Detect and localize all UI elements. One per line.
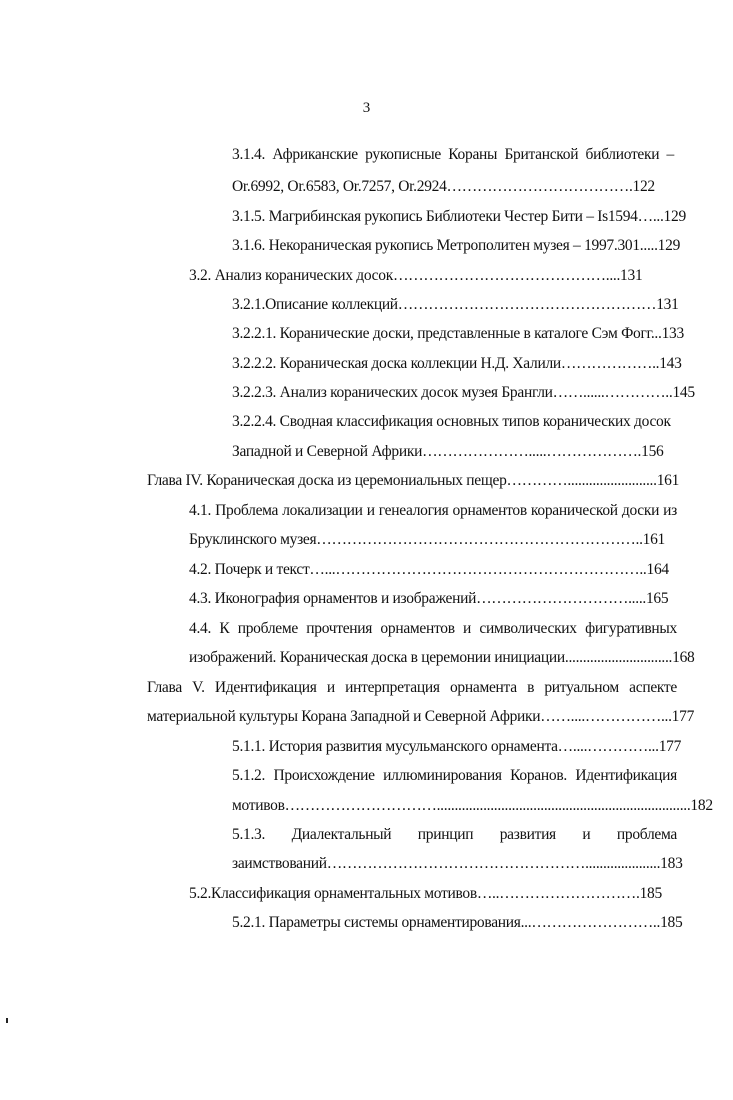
- toc-line: 4.4. К проблеме прочтения орнаментов и символических фигуративных: [189, 620, 677, 637]
- scan-mark: [6, 1018, 8, 1023]
- page-number: 3: [362, 100, 371, 116]
- toc-line: 4.2. Почерк и текст…...……………………………………………………..164: [189, 561, 669, 578]
- toc-line: изображений. Кораническая доска в церемонии инициации..............................168: [189, 649, 695, 666]
- toc-line: 3.2.1.Описание коллекций……………………………………………131: [232, 296, 679, 313]
- toc-line: Западной и Северной Африки………………….....……………….156: [232, 443, 664, 460]
- toc-line: 3.2.2.1. Коранические доски, представленные в каталоге Сэм Фогг...133: [232, 325, 684, 342]
- toc-line: 3.1.4. Африканские рукописные Кораны Британской библиотеки –: [232, 146, 674, 163]
- toc-line: 3.2.2.3. Анализ коранических досок музея Брангли……......…………..145: [232, 384, 695, 401]
- toc-line: 5.2.Классификация орнаментальных мотивов…..……………………….185: [189, 885, 662, 902]
- toc-line: 3.1.6. Некораническая рукопись Метрополитен музея – 1997.301.....129: [232, 237, 681, 254]
- toc-line: заимствований…………………………………………….....................183: [232, 855, 683, 872]
- toc-line: Глава V. Идентификация и интерпретация орнамента в ритуальном аспекте: [147, 679, 677, 696]
- toc-line: 4.3. Иконография орнаментов и изображений………………………….....165: [189, 590, 669, 607]
- toc-line: 5.1.3. Диалектальный принцип развития и проблема: [232, 826, 677, 843]
- toc-line: Глава IV. Кораническая доска из церемониальных пещер………….........................161: [147, 472, 680, 489]
- toc-line: материальной культуры Корана Западной и Северной Африки……....……………...177: [147, 708, 695, 725]
- toc-line: 3.2.2.2. Кораническая доска коллекции Н.Д. Халили………………..143: [232, 355, 682, 372]
- toc-line: 4.1. Проблема локализации и генеалогия орнаментов коранической доски из: [189, 502, 677, 519]
- toc-line: мотивов………………………….......................................................................182: [232, 797, 713, 814]
- toc-line: 3.2.2.4. Сводная классификация основных типов коранических досок: [232, 413, 671, 430]
- toc-line: 3.2. Анализ коранических досок……………………………………....131: [189, 267, 643, 284]
- toc-line: 5.1.1. История развития мусульманского орнамента…....…………...177: [232, 738, 682, 755]
- toc-line: 3.1.5. Магрибинская рукопись Библиотеки Честер Бити – Is1594…...129: [232, 208, 686, 225]
- toc-line: 5.1.2. Происхождение иллюминирования Коранов. Идентификация: [232, 767, 677, 784]
- toc-line: 5.2.1. Параметры системы орнаментирования...……………………..185: [232, 914, 683, 931]
- toc-line: Or.6992, Or.6583, Or.7257, Or.2924……………………………….122: [232, 178, 655, 195]
- toc-line: Бруклинского музея………………………………………………………..161: [189, 531, 666, 548]
